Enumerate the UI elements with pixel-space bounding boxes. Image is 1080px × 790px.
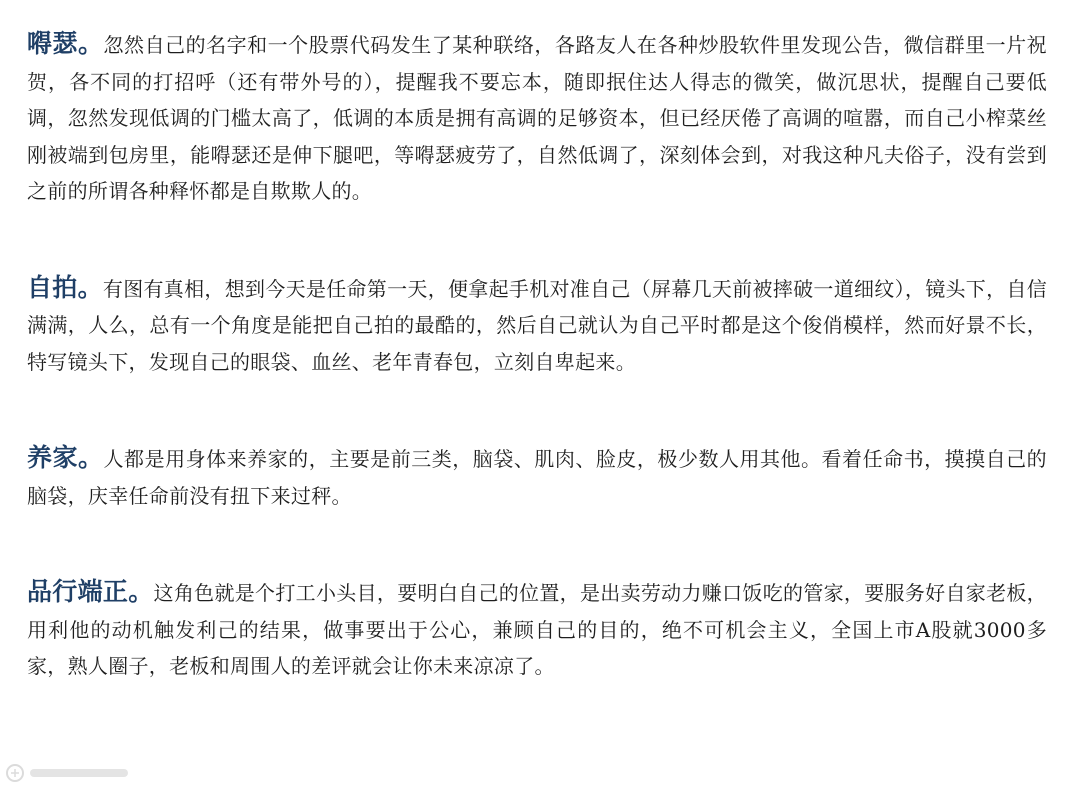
paragraph-support-family	[27, 440, 1047, 514]
paragraph-text: 这角色就是个打工小头目，要明白自己的位置，是出卖劳动力赚口饭吃的管家，要服务好自家老板，用利他的动机触发利己的结果，做事要出于公心，兼顾自己的目的，绝不可机会主义，全国上市A股就3000多家，熟人圈子，老板和周围人的差评就会让你未来凉凉了。	[27, 581, 1047, 678]
paragraph-text: 忽然自己的名字和一个股票代码发生了某种联络，各路友人在各种炒股软件里发现公告，微信群里一片祝贺，各不同的打招呼（还有带外号的），提醒我不要忘本，随即抿住达人得志的微笑，做沉思状，提醒自己要低调，忽然发现低调的门槛太高了，低调的本质是拥有高调的足够资本，但已经厌倦了高调的喧嚣，而自己小榨菜丝刚被端到包房里，能嘚瑟还是伸下腿吧，等嘚瑟疲劳了，自然低调了，深刻体会到，对我这种凡夫俗子，没有尝到之前的所谓各种释怀都是自欺欺人的。	[27, 33, 1047, 203]
paragraph-text: 人都是用身体来养家的，主要是前三类，脑袋、肌肉、脸皮，极少数人用其他。看着任命书，摸摸自己的脑袋，庆幸任命前没有扭下来过秤。	[27, 447, 1047, 508]
article-body	[27, 26, 1047, 685]
section-heading: 品行端正。	[27, 577, 154, 606]
paragraph-text: 有图有真相，想到今天是任命第一天，便拿起手机对准自己（屏幕几天前被摔破一道细纹），镜头下，自信满满，人么，总有一个角度是能把自己拍的最酷的，然后自己就认为自己平时都是这个俊俏模样，然而好景不长，特写镜头下，发现自己的眼袋、血丝、老年青春包，立刻自卑起来。	[27, 276, 1048, 374]
section-heading: 养家。	[27, 443, 104, 472]
paragraph-selfie	[27, 270, 1047, 381]
section-heading: 自拍。	[27, 272, 103, 302]
paragraph-integrity	[27, 574, 1047, 685]
watermark-logo	[4, 762, 134, 784]
section-heading: 嘚瑟。	[27, 29, 104, 58]
paragraph-brag	[27, 26, 1047, 210]
